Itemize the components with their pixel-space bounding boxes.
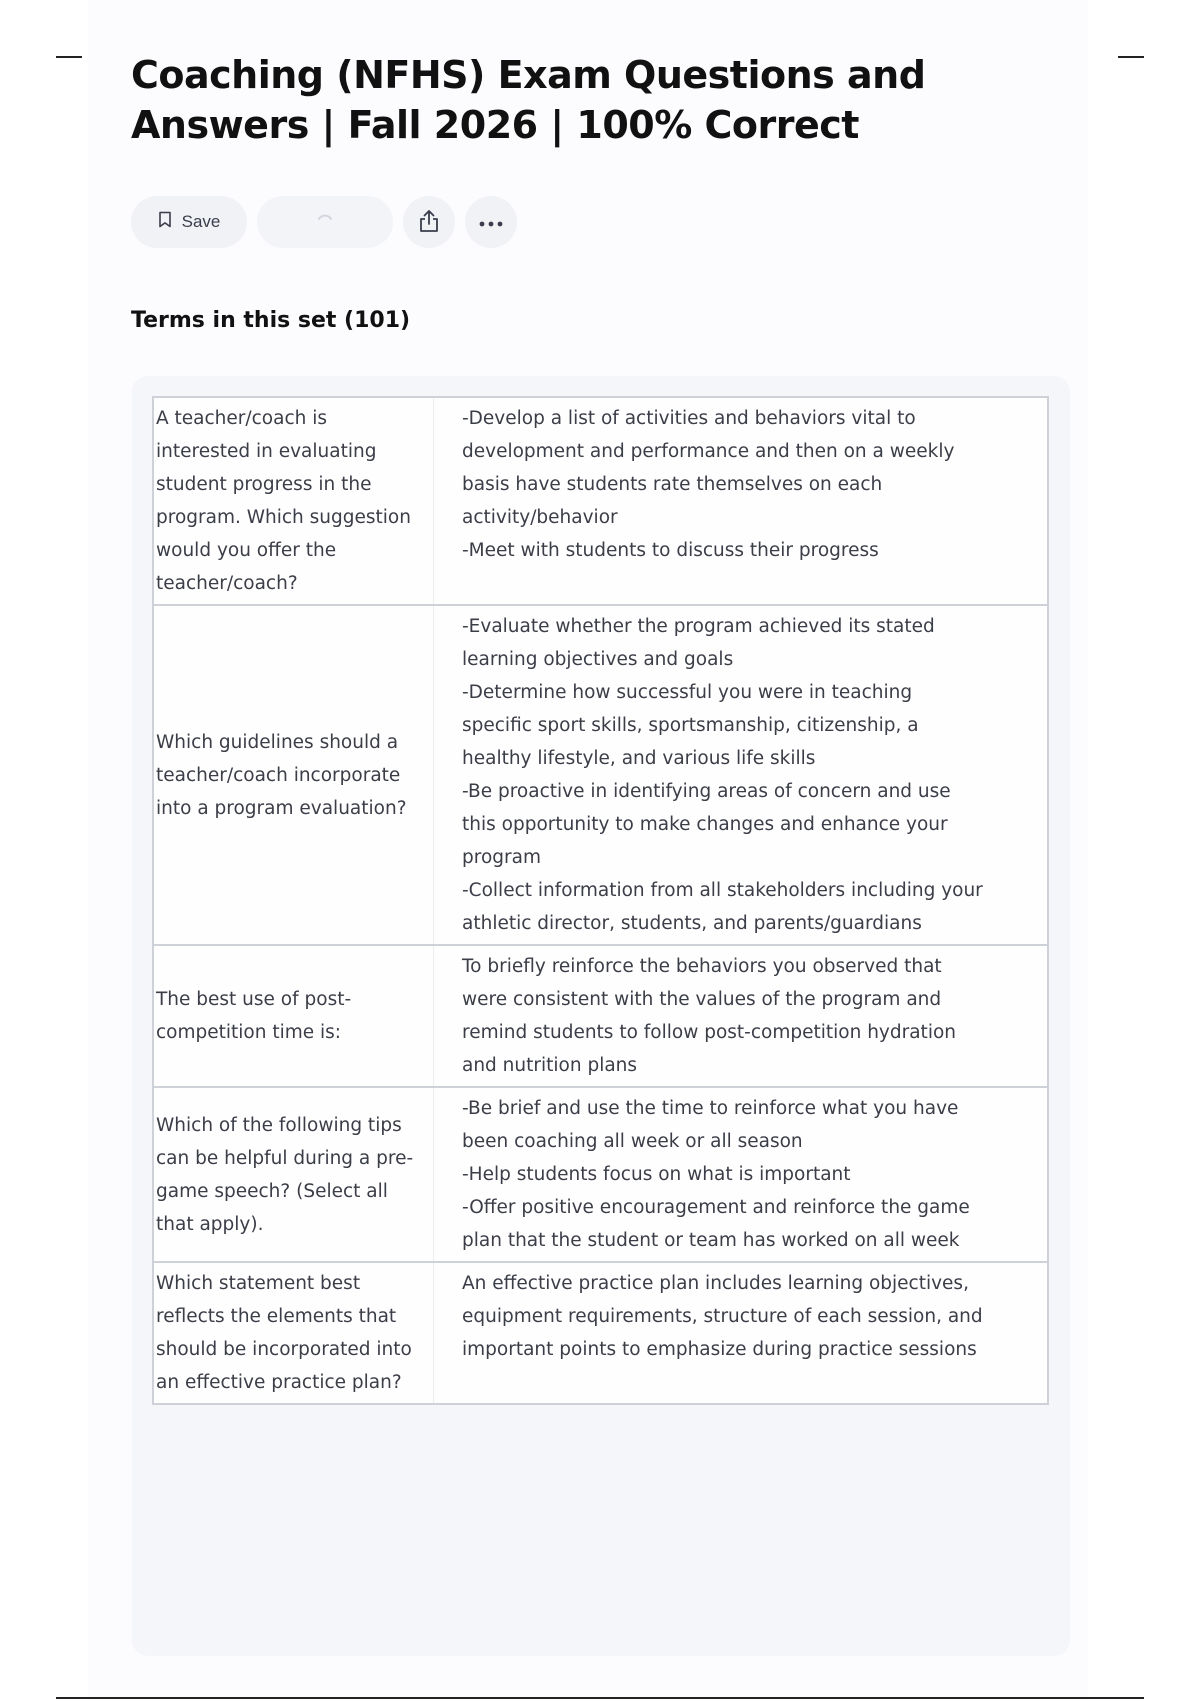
definition-text: To briefly reinforce the behaviors you observed that were consistent with the values of the program and remind students to follow post-competition hydration and nutrition plans	[434, 945, 1049, 1087]
definition-text: An effective practice plan includes learning objectives, equipment requirements, structure of each session, and important points to emphasize during practice sessions	[434, 1262, 1049, 1404]
definition-text: -Evaluate whether the program achieved its stated learning objectives and goals -Determine how successful you were in teaching specific sport skills, sportsmanship, citizenship, a healthy lifestyle, and various life skills -Be proactive in identifying areas of concern and use this opportunity to make changes and enhance your program -Collect information from all stakeholders including your athletic director, students, and parents/guardians	[434, 605, 1049, 945]
table-row	[153, 1262, 1048, 1404]
term-text: A teacher/coach is interested in evaluating student progress in the program. Which suggestion would you offer the teacher/coach?	[153, 397, 434, 605]
crop-mark	[56, 56, 82, 58]
terms-table	[152, 396, 1049, 1405]
definition-text: -Be brief and use the time to reinforce what you have been coaching all week or all season -Help students focus on what is important -Offer positive encouragement and reinforce the game plan that the student or team has worked on all week	[434, 1087, 1049, 1262]
page-divider	[56, 1697, 1144, 1699]
table-row	[153, 397, 1048, 605]
share-button[interactable]	[403, 196, 455, 248]
table-row	[153, 945, 1048, 1087]
crop-mark	[1118, 56, 1144, 58]
loading-button[interactable]	[257, 196, 393, 248]
more-options-button[interactable]	[465, 196, 517, 248]
page-title: Coaching (NFHS) Exam Questions and Answers | Fall 2026 | 100% Correct	[131, 53, 926, 147]
term-text: The best use of post-competition time is:	[153, 945, 434, 1087]
bookmark-icon	[158, 211, 172, 233]
term-text: Which of the following tips can be helpful during a pre-game speech? (Select all that apply).	[153, 1087, 434, 1262]
share-icon	[418, 209, 440, 236]
term-text: Which statement best reflects the elements that should be incorporated into an effective practice plan?	[153, 1262, 434, 1404]
table-row	[153, 605, 1048, 945]
spinner-icon	[314, 210, 336, 235]
terms-heading: Terms in this set (101)	[131, 308, 411, 333]
term-text: Which guidelines should a teacher/coach incorporate into a program evaluation?	[153, 605, 434, 945]
more-icon	[479, 215, 503, 230]
definition-text: -Develop a list of activities and behaviors vital to development and performance and then on a weekly basis have students rate themselves on each activity/behavior -Meet with students to discuss their progress	[434, 397, 1049, 605]
save-button[interactable]	[131, 196, 247, 248]
table-row	[153, 1087, 1048, 1262]
save-label: Save	[181, 212, 221, 231]
